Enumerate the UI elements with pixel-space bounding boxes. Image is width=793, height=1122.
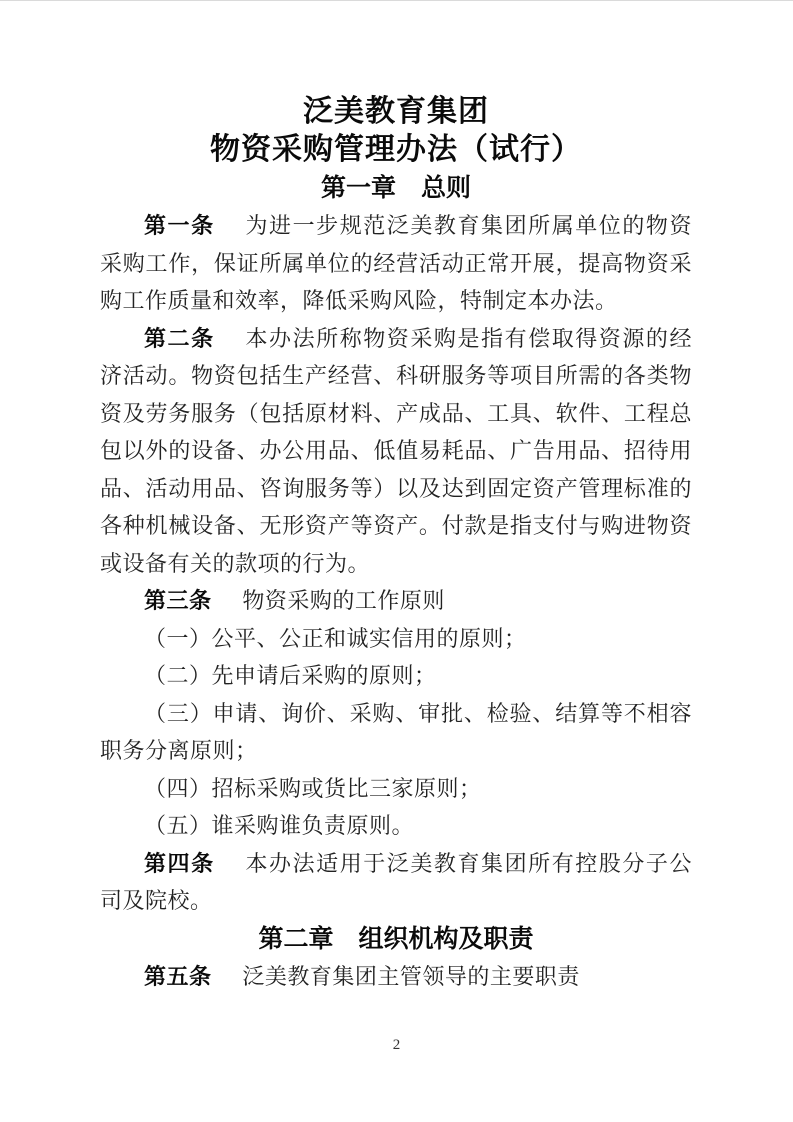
list-item-5: （五）谁采购谁负责原则。: [144, 813, 415, 838]
article-2-text: 本办法所称物资采购是指有偿取得资源的经济活动。物资包括生产经营、科研服务等项目所需的各类物资及劳务服务（包括原材料、产成品、工具、软件、工程总包以外的设备、办公用品、低值易耗品、广告用品、招待用品、活动用品、咨询服务等）以及达到固定资产管理标准的各种机械设备、无形资产等资产。付款是指支付与购进物资或设备有关的款项的行为。: [100, 325, 692, 576]
article-4-text: 本办法适用于泛美教育集团所有控股分子公司及院校。: [100, 850, 692, 913]
article-5-paragraph: [100, 958, 692, 996]
list-item-4: （四）招标采购或货比三家原则；: [144, 775, 482, 801]
list-item-3: （三）申请、询价、采购、审批、检验、结算等不相容职务分离原则；: [100, 700, 692, 763]
article-4-number: 第四条: [144, 850, 215, 876]
chapter-2-heading: 第二章 组织机构及职责: [258, 924, 534, 953]
article-4-paragraph: [100, 845, 692, 920]
article-3-paragraph: [100, 582, 692, 620]
list-item-1: （一）公平、公正和诚实信用的原则；: [144, 625, 527, 651]
article-1-paragraph: [100, 207, 692, 320]
article-1-text: 为进一步规范泛美教育集团所属单位的物资采购工作，保证所属单位的经营活动正常开展，提高物资采购工作质量和效率，降低采购风险，特制定本办法。: [100, 213, 692, 313]
article-3-number: 第三条: [144, 588, 212, 613]
chapter-1-heading: 第一章 总则: [320, 174, 471, 202]
article-1-number: 第一条: [144, 213, 215, 238]
article-5-number: 第五条: [144, 963, 212, 989]
article-2-number: 第二条: [144, 325, 215, 351]
page-number: 2: [392, 1037, 401, 1053]
list-item-2: （二）先申请后采购的原则；: [144, 663, 437, 688]
document-body: [100, 1, 692, 995]
article-2-paragraph: [100, 320, 692, 583]
article-3-text: 物资采购的工作原则: [242, 588, 445, 613]
article-5-text: 泛美教育集团主管领导的主要职责: [242, 963, 580, 989]
document-title-line1: 泛美教育集团: [303, 95, 489, 128]
document-title-line2: 物资采购管理办法（试行）: [210, 133, 582, 166]
